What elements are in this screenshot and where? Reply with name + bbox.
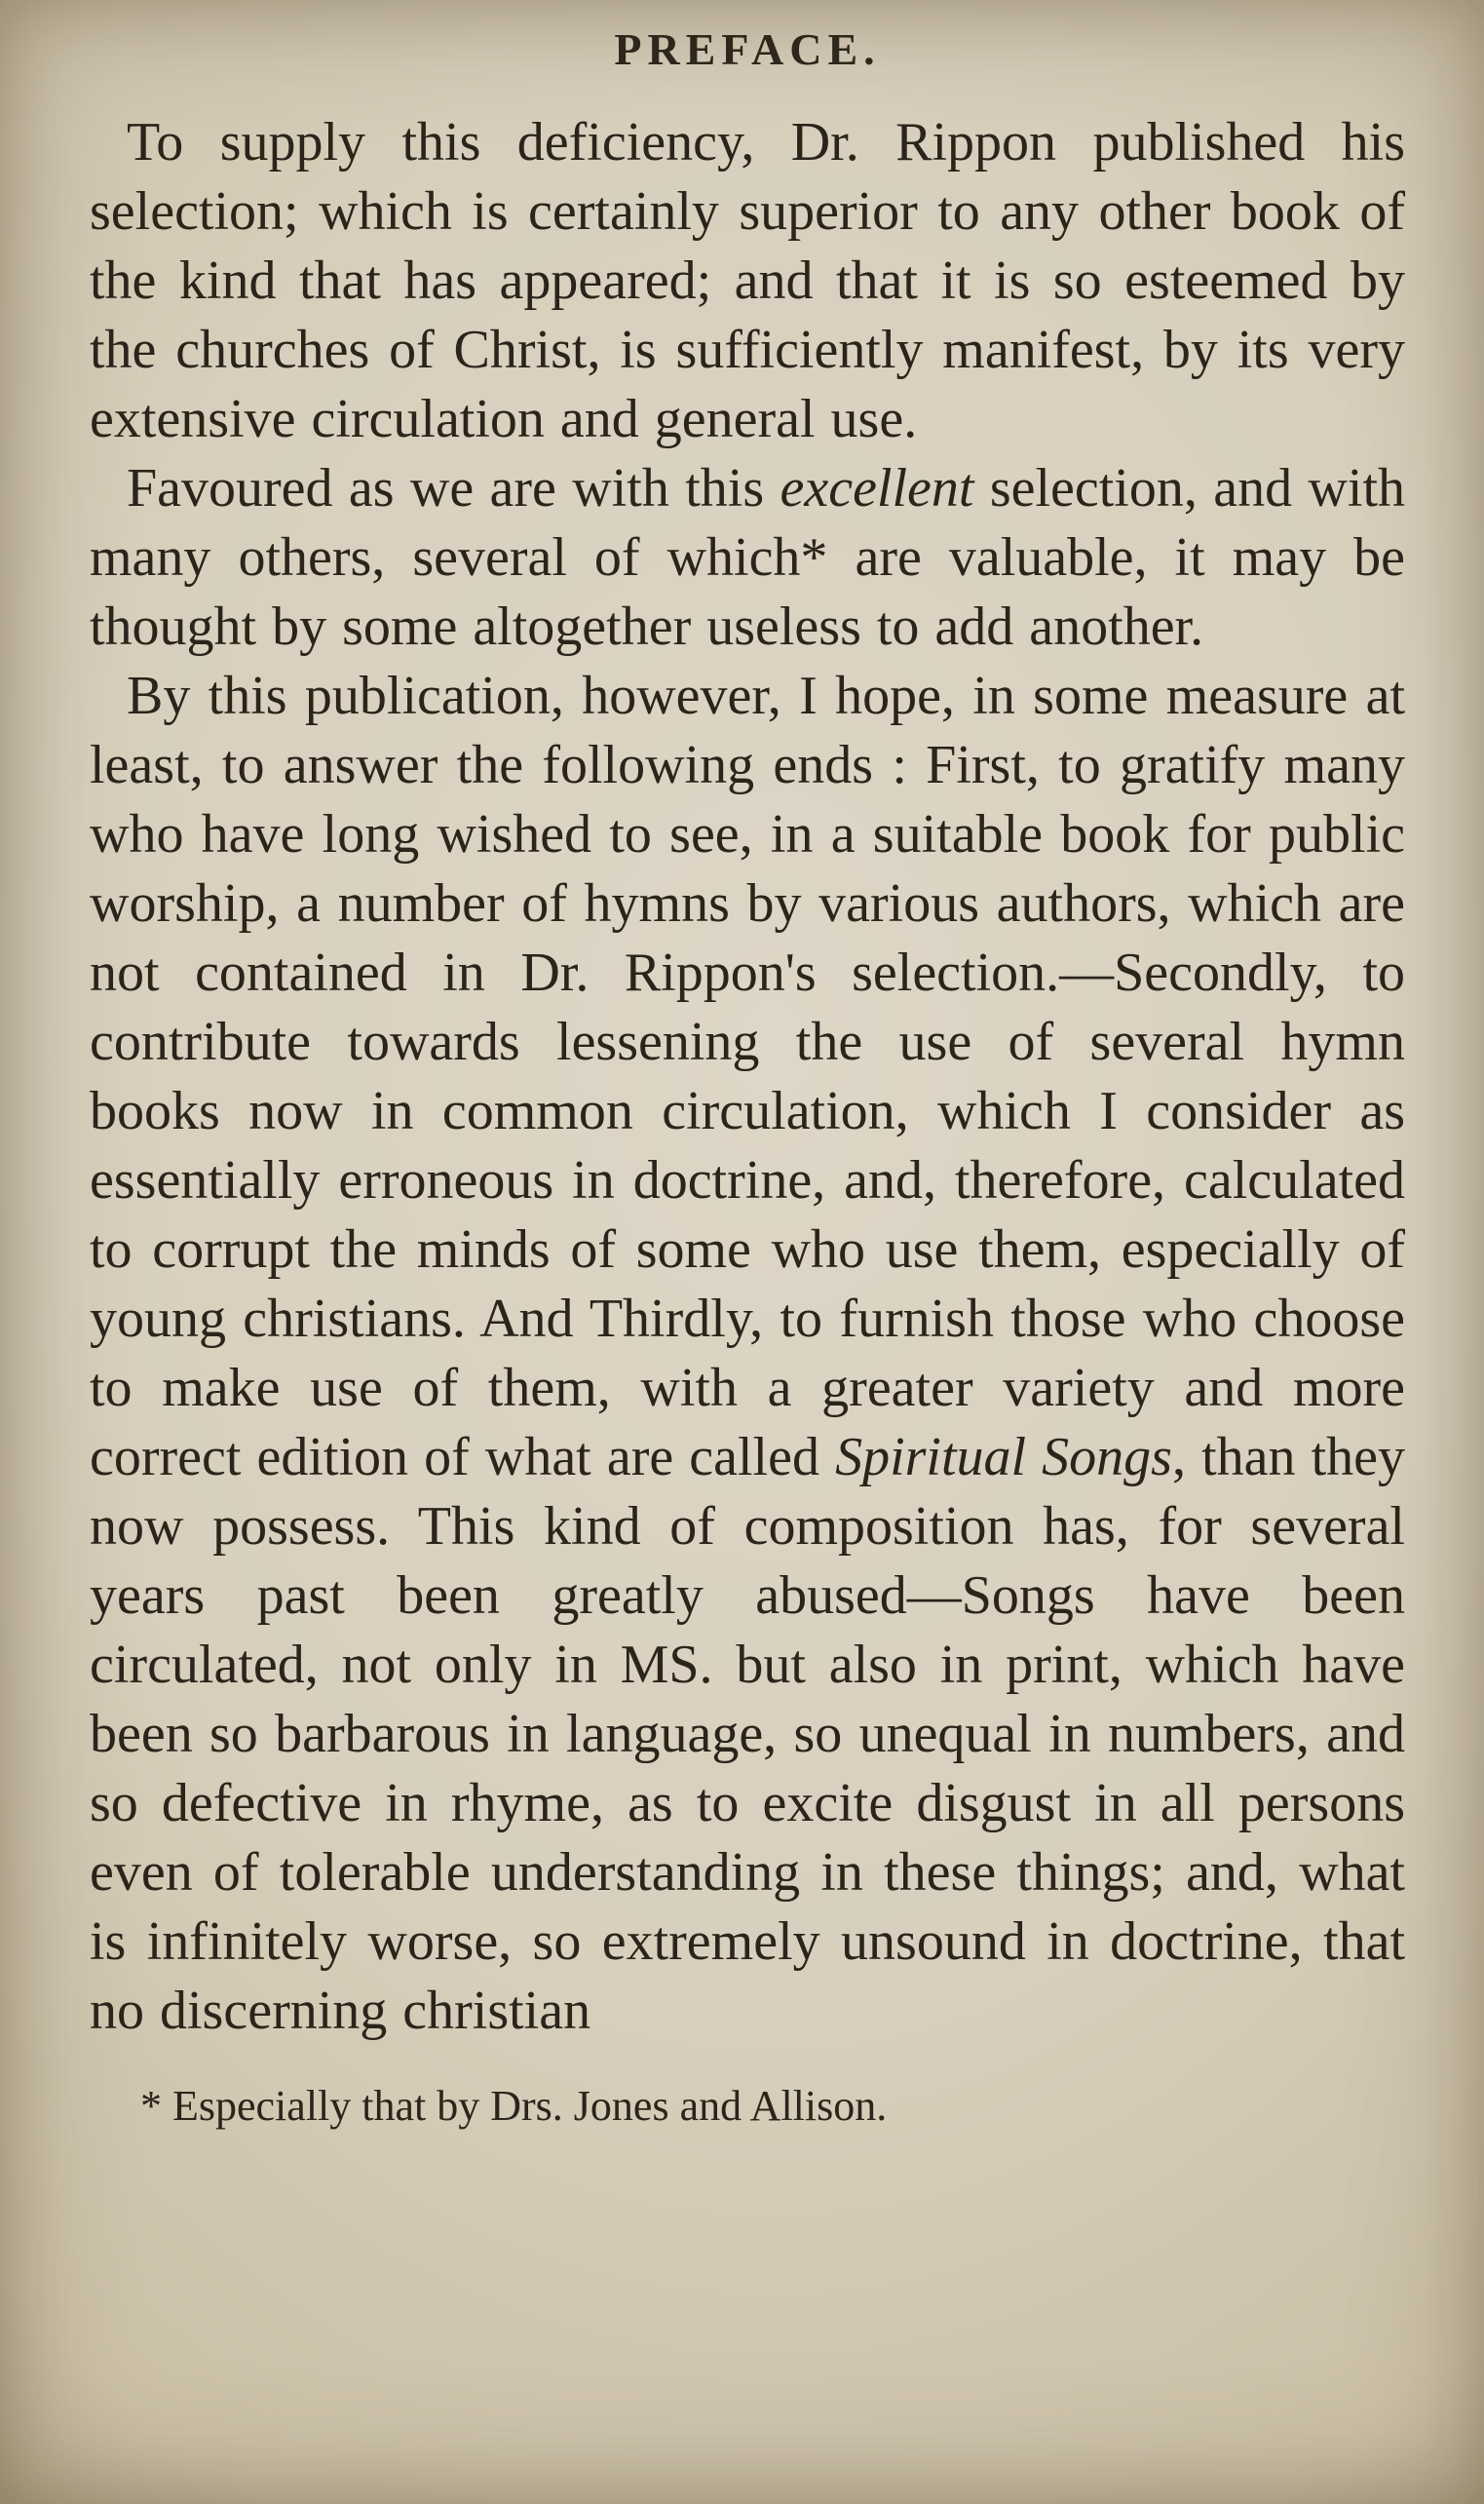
preface-text bbox=[90, 108, 1405, 2046]
text-segment: selection, and with many others, several of which* are valuable, it may be thought by some altogether useless to add another. bbox=[90, 458, 1406, 657]
italic-text: Spiritual Songs bbox=[835, 1427, 1172, 1487]
page-content bbox=[90, 23, 1405, 2175]
text-segment: By this publication, however, I hope, in some measure at least, to answer the following ends : First, to gratify many who have long wished to see, in a suitable book for public worship, a number of hymns by various authors, which are not contained in Dr. Rippon's selection.—Secondly, to contribute towards lessening the use of several hymn books now in common circulation, which I consider as essentially erroneous in doctrine, and, therefore, calculated to corrupt the minds of some who use them, especially of young christians. And Thirdly, to furnish those who choose to make use of them, with a greater variety and more correct edition of what are called bbox=[90, 666, 1405, 1487]
text-segment: Favoured as we are with this bbox=[127, 458, 780, 519]
footnote: * Especially that by Drs. Jones and Allison. bbox=[140, 2082, 888, 2130]
italic-text: excellent bbox=[780, 458, 974, 519]
page-title: PREFACE. bbox=[614, 24, 881, 74]
paragraph bbox=[90, 108, 1405, 454]
paragraph bbox=[90, 662, 1405, 2046]
text-segment: To supply this deficiency, Dr. Rippon published his selection; which is certainly superior to any other book of the kind that has appeared; and that it is so esteemed by the churches of Christ, is sufficiently manifest, by its very extensive circulation and general use. bbox=[90, 112, 1405, 449]
text-segment: , than they now possess. This kind of composition has, for several years past been greatly abused—Songs have been circulated, not only in MS. but also in print, which have been so barbarous in language, so unequal in numbers, and so defective in rhyme, as to excite disgust in all persons even of tolerable understanding in these things; and, what is infinitely worse, so extremely unsound in doctrine, that no discerning christian bbox=[90, 1427, 1405, 2041]
paragraph bbox=[90, 454, 1405, 662]
